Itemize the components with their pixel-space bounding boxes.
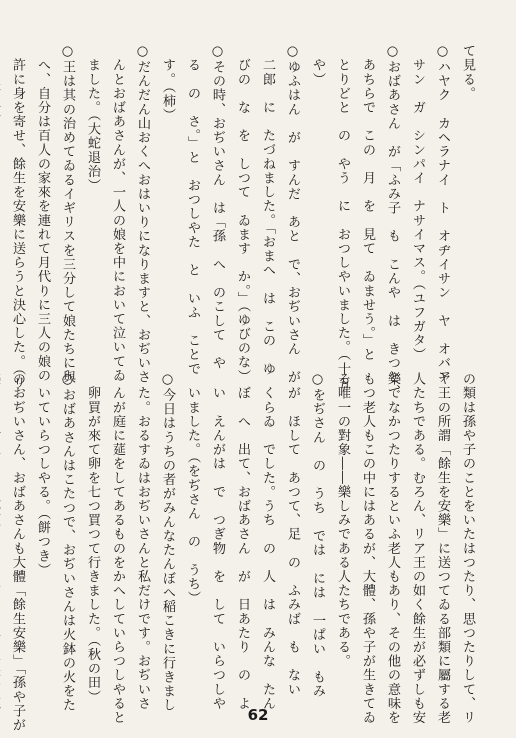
text-column-line: んが庭に莚をしてあるものをかへしていらつしやると [110,372,125,725]
text-column-line: くらゐ でした。うち の 人 は みんな たん [260,372,275,711]
text-column-line: ○ゆふはん が すんだ あと で、おぢいさん が [285,44,300,385]
text-column-line: 樂でなかつたりするといふ老人もあり、その他の意味を [385,372,400,725]
text-column-line: や） [310,44,325,87]
text-column-line: ○ハヤク カヘラナイ ト オヂイサン ヤ オバア [435,44,450,385]
text-column-line: ○だんだん山おくへおはいりになりますと、おぢいさ [135,44,150,385]
text-column-line: へ、自分は百人の家來を連れて月代りに三人の娘の [35,44,50,383]
text-column-line: いていらつしやる。（餅つき） [35,372,50,577]
text-column-line: の類は孫や子のことをいたはつたり、思つたりして、リ [460,372,475,725]
text-column-line: あちらで この 月 を 見て ゐませう。」と [360,44,375,362]
text-column-line: んとおばあさんが、一人の娘を中において泣いてゐ [110,44,125,383]
text-column-line: 人たちである。むろん、リア王の如く餘生が必ずしも安 [410,372,425,725]
upper-text-block [0,44,480,399]
text-column-line: す。（柿） [160,44,175,122]
text-column-line: ○おばあさんはこたつで、おぢいさんは火鉢の火をた [60,372,75,713]
text-column-line: 二郎 に たづねました。「おまへ は この ゆ [260,44,275,376]
text-column-line: 許に身を寄せ、餘生を安樂に送らうと決心した。（リ [10,44,25,390]
text-column-line: ○今日はうちの者がみんなたんぼへ稲こきに行きまし [160,372,175,713]
text-column-line: る の さ。」と おつしやた と いふ ことで [185,44,200,376]
text-column-line: いました。（をぢさん の うち） [185,372,200,606]
text-column-line: サン ガ シンパイ ナサイマス。（ユフガタ） [410,44,425,362]
text-column-line: ○王は其の治めてゐるイギリスを三分して娘たちに與 [60,44,75,385]
text-column-line: もつ老人もこの中にはあるが、大體、孫や子が生きてゐ [360,372,375,725]
text-column-line: る唯一の對象――樂しみである人たちである。 [335,372,350,669]
text-column-line: 卵買が來て卵を七つ買つて行きました。（秋の田） [85,372,100,704]
text-column-line: い えんがは で つぎ物 を して いらつしや [210,372,225,711]
text-column-line: ○おばあさん が「ふみ子 も こんや は きつと、 [385,44,400,399]
text-column-line: ヤ王の所謂「餘生を安樂」に送つてゐる部類に屬する老 [435,372,450,725]
page-number: 62 [247,706,269,724]
text-column-line: た。おるすゐはおぢいさんと私だけです。おぢいさ [135,372,150,711]
text-column-line: ました。（大蛇退治） [85,44,100,193]
text-column-line: ○その時、おぢいさん は「孫 へ のこして や [210,44,225,371]
text-column-line: ○をぢさん の うち では には 一ぱい もみ [310,372,325,699]
text-column-line: のおぢいさん、おばあさんも大體「餘生安樂」「孫や子が [10,372,25,732]
text-column-line: が ほして あつて、足 の ふみば も ない [285,372,300,697]
text-column-line: とりどと の やう に おつしやいました。（十五 [335,44,350,390]
text-column-line [0,372,5,682]
text-column-line: ぼ へ 出て、おばあさん が 日あたり の よ [235,372,250,711]
text-column-line: びの な を しつて ゐます か。」（ゆびのな） [235,44,250,384]
text-column-line: て見る。 [460,44,475,101]
